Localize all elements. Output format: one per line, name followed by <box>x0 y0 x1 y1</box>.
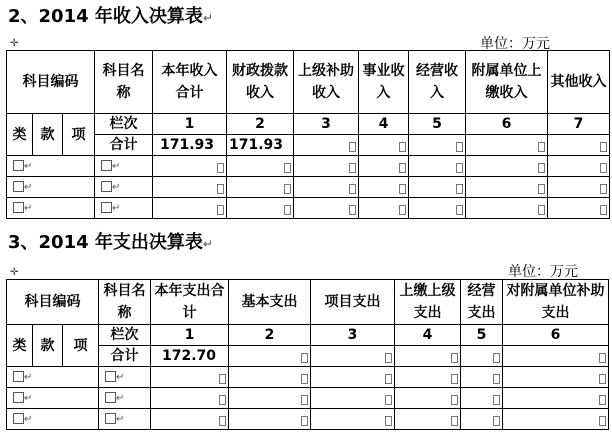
data-cell[interactable] <box>311 409 395 430</box>
data-cell[interactable] <box>548 198 610 219</box>
income-col-num: 6 <box>466 114 548 135</box>
paragraph-mark-icon: ↵ <box>24 203 33 214</box>
income-total-value[interactable]: 171.93 <box>227 135 294 156</box>
expense-code-kuan: 款 <box>33 325 63 367</box>
name-cell[interactable] <box>99 367 151 388</box>
data-cell[interactable] <box>359 177 409 198</box>
expense-col-header: 本年支出合计 <box>151 280 229 325</box>
income-col-num: 7 <box>548 114 610 135</box>
cell-mark-icon <box>538 184 545 194</box>
data-cell[interactable] <box>229 367 311 388</box>
data-cell[interactable] <box>294 177 359 198</box>
expense-code-xiang: 项 <box>63 325 99 367</box>
cell-mark-icon <box>493 353 500 363</box>
data-cell[interactable] <box>151 388 229 409</box>
cell-mark-icon <box>219 374 226 384</box>
expense-total-cell[interactable] <box>229 346 311 367</box>
data-cell[interactable] <box>151 367 229 388</box>
income-col-header: 事业收入 <box>359 51 409 114</box>
income-total-cell[interactable] <box>294 135 359 156</box>
income-total-cell[interactable] <box>409 135 466 156</box>
paragraph-mark-icon: ↵ <box>116 372 125 383</box>
income-table-row <box>7 198 610 219</box>
data-cell[interactable] <box>229 409 311 430</box>
checkbox-icon <box>105 371 116 382</box>
data-cell[interactable] <box>395 388 461 409</box>
name-cell[interactable] <box>95 198 153 219</box>
checkbox-icon <box>13 392 24 403</box>
data-cell[interactable] <box>153 156 227 177</box>
cell-mark-icon <box>349 163 356 173</box>
income-table-row <box>7 156 610 177</box>
data-cell[interactable] <box>294 156 359 177</box>
paragraph-mark-icon: ↵ <box>24 161 33 172</box>
cell-mark-icon <box>349 205 356 215</box>
cell-mark-icon <box>538 205 545 215</box>
income-total-label: 合计 <box>95 135 153 156</box>
paragraph-mark-icon: ↵ <box>24 393 33 404</box>
checkbox-icon <box>13 413 24 424</box>
cell-mark-icon <box>456 184 463 194</box>
income-total-value[interactable]: 171.93 <box>153 135 227 156</box>
data-cell[interactable] <box>503 367 609 388</box>
cell-mark-icon <box>600 163 607 173</box>
income-code-header: 科目编码 <box>7 51 95 114</box>
code-cell[interactable] <box>7 198 95 219</box>
expense-col-header: 经营支出 <box>461 280 503 325</box>
checkbox-icon <box>13 202 24 213</box>
cell-mark-icon <box>493 416 500 426</box>
income-table <box>6 50 610 219</box>
expense-col-num: 4 <box>395 325 461 346</box>
cell-mark-icon <box>456 205 463 215</box>
code-cell[interactable] <box>7 156 95 177</box>
cell-mark-icon <box>301 416 308 426</box>
cell-mark-icon <box>399 142 406 152</box>
checkbox-icon <box>101 202 112 213</box>
cell-mark-icon <box>219 416 226 426</box>
income-code-lei: 类 <box>7 114 33 156</box>
data-cell[interactable] <box>395 367 461 388</box>
data-cell[interactable] <box>153 177 227 198</box>
expense-col-header: 项目支出 <box>311 280 395 325</box>
cell-mark-icon <box>451 374 458 384</box>
income-title-text: 2、2014 年收入决算表 <box>8 6 203 27</box>
data-cell[interactable] <box>227 156 294 177</box>
expense-col-header: 基本支出 <box>229 280 311 325</box>
checkbox-icon <box>101 181 112 192</box>
cell-mark-icon <box>301 395 308 405</box>
income-col-num: 2 <box>227 114 294 135</box>
expense-table-row <box>7 409 609 430</box>
cell-mark-icon <box>349 142 356 152</box>
cell-mark-icon <box>284 184 291 194</box>
expense-unit: 单位：万元 <box>508 264 578 280</box>
data-cell[interactable] <box>548 177 610 198</box>
cell-mark-icon <box>399 184 406 194</box>
income-title <box>8 6 213 29</box>
expense-lanci-label: 栏次 <box>99 325 151 346</box>
expense-col-header: 对附属单位补助支出 <box>503 280 609 325</box>
expense-col-num: 2 <box>229 325 311 346</box>
code-cell[interactable] <box>7 177 95 198</box>
cell-mark-icon <box>538 163 545 173</box>
income-table-row <box>7 177 610 198</box>
data-cell[interactable] <box>227 177 294 198</box>
income-col-header: 上级补助收入 <box>294 51 359 114</box>
paragraph-mark-icon: ↵ <box>202 11 213 25</box>
cell-mark-icon <box>217 163 224 173</box>
cell-mark-icon <box>538 142 545 152</box>
cell-mark-icon <box>217 205 224 215</box>
checkbox-icon <box>105 413 116 424</box>
data-cell[interactable] <box>311 388 395 409</box>
cell-mark-icon <box>600 142 607 152</box>
expense-total-cell[interactable] <box>461 346 503 367</box>
cell-mark-icon <box>451 395 458 405</box>
income-col-num: 3 <box>294 114 359 135</box>
income-col-header: 财政拨款收入 <box>227 51 294 114</box>
data-cell[interactable] <box>151 409 229 430</box>
cell-mark-icon <box>217 184 224 194</box>
data-cell[interactable] <box>466 156 548 177</box>
expense-col-header: 上缴上级支出 <box>395 280 461 325</box>
data-cell[interactable] <box>461 409 503 430</box>
cell-mark-icon <box>385 416 392 426</box>
cell-mark-icon <box>301 374 308 384</box>
income-lanci-label: 栏次 <box>95 114 153 135</box>
income-col-num: 1 <box>153 114 227 135</box>
cell-mark-icon <box>385 395 392 405</box>
cell-mark-icon <box>456 163 463 173</box>
data-cell[interactable] <box>294 198 359 219</box>
cell-mark-icon <box>451 353 458 363</box>
paragraph-mark-icon: ↵ <box>116 393 125 404</box>
data-cell[interactable] <box>229 388 311 409</box>
cell-mark-icon <box>284 205 291 215</box>
data-cell[interactable] <box>466 198 548 219</box>
expense-total-cell[interactable] <box>395 346 461 367</box>
cell-mark-icon <box>385 353 392 363</box>
name-cell[interactable] <box>99 409 151 430</box>
expense-total-cell[interactable] <box>503 346 609 367</box>
expense-table-row <box>7 367 609 388</box>
expense-code-lei: 类 <box>7 325 33 367</box>
income-total-cell[interactable] <box>548 135 610 156</box>
checkbox-icon <box>13 160 24 171</box>
cell-mark-icon <box>599 374 606 384</box>
data-cell[interactable] <box>461 388 503 409</box>
cell-mark-icon <box>493 395 500 405</box>
cell-mark-icon <box>599 395 606 405</box>
expense-title-text: 3、2014 年支出决算表 <box>8 232 203 253</box>
income-col-header: 其他收入 <box>548 51 610 114</box>
income-name-header: 科目名称 <box>95 51 153 114</box>
paragraph-mark-icon: ↵ <box>24 372 33 383</box>
data-cell[interactable] <box>153 198 227 219</box>
data-cell[interactable] <box>548 156 610 177</box>
income-col-header: 经营收入 <box>409 51 466 114</box>
paragraph-mark-icon: ↵ <box>116 414 125 425</box>
cell-mark-icon <box>599 416 606 426</box>
paragraph-mark-icon: ↵ <box>202 237 213 251</box>
table-anchor-icon: ✛ <box>10 267 19 278</box>
expense-table <box>6 279 609 430</box>
income-total-cell[interactable] <box>359 135 409 156</box>
checkbox-icon <box>13 181 24 192</box>
cell-mark-icon <box>349 184 356 194</box>
expense-total-cell[interactable] <box>311 346 395 367</box>
cell-mark-icon <box>600 184 607 194</box>
data-cell[interactable] <box>409 156 466 177</box>
data-cell[interactable] <box>409 198 466 219</box>
cell-mark-icon <box>385 374 392 384</box>
table-anchor-icon: ✛ <box>10 38 19 49</box>
income-col-num: 4 <box>359 114 409 135</box>
data-cell[interactable] <box>359 156 409 177</box>
expense-total-label: 合计 <box>99 346 151 367</box>
cell-mark-icon <box>599 353 606 363</box>
data-cell[interactable] <box>461 367 503 388</box>
cell-mark-icon <box>301 353 308 363</box>
data-cell[interactable] <box>395 409 461 430</box>
paragraph-mark-icon: ↵ <box>112 203 121 214</box>
data-cell[interactable] <box>503 388 609 409</box>
expense-col-num: 3 <box>311 325 395 346</box>
expense-col-num: 1 <box>151 325 229 346</box>
income-col-header: 附属单位上缴收入 <box>466 51 548 114</box>
data-cell[interactable] <box>466 177 548 198</box>
income-code-kuan: 款 <box>33 114 63 156</box>
checkbox-icon <box>105 392 116 403</box>
checkbox-icon <box>13 371 24 382</box>
cell-mark-icon <box>219 395 226 405</box>
paragraph-mark-icon: ↵ <box>112 182 121 193</box>
data-cell[interactable] <box>409 177 466 198</box>
cell-mark-icon <box>451 416 458 426</box>
income-col-num: 5 <box>409 114 466 135</box>
income-code-xiang: 项 <box>63 114 95 156</box>
code-cell[interactable] <box>7 409 99 430</box>
data-cell[interactable] <box>359 198 409 219</box>
expense-col-num: 5 <box>461 325 503 346</box>
expense-title <box>8 232 213 255</box>
cell-mark-icon <box>493 374 500 384</box>
cell-mark-icon <box>399 205 406 215</box>
expense-col-num: 6 <box>503 325 609 346</box>
expense-name-header: 科目名称 <box>99 280 151 325</box>
expense-total-value[interactable]: 172.70 <box>151 346 229 367</box>
income-unit: 单位：万元 <box>480 36 550 52</box>
data-cell[interactable] <box>311 367 395 388</box>
income-total-cell[interactable] <box>466 135 548 156</box>
name-cell[interactable] <box>95 156 153 177</box>
paragraph-mark-icon: ↵ <box>24 182 33 193</box>
code-cell[interactable] <box>7 367 99 388</box>
income-col-header: 本年收入合计 <box>153 51 227 114</box>
expense-table-row <box>7 388 609 409</box>
cell-mark-icon <box>284 163 291 173</box>
data-cell[interactable] <box>227 198 294 219</box>
name-cell[interactable] <box>95 177 153 198</box>
paragraph-mark-icon: ↵ <box>112 161 121 172</box>
cell-mark-icon <box>399 163 406 173</box>
code-cell[interactable] <box>7 388 99 409</box>
cell-mark-icon <box>456 142 463 152</box>
expense-code-header: 科目编码 <box>7 280 99 325</box>
data-cell[interactable] <box>503 409 609 430</box>
paragraph-mark-icon: ↵ <box>24 414 33 425</box>
name-cell[interactable] <box>99 388 151 409</box>
cell-mark-icon <box>600 205 607 215</box>
checkbox-icon <box>101 160 112 171</box>
